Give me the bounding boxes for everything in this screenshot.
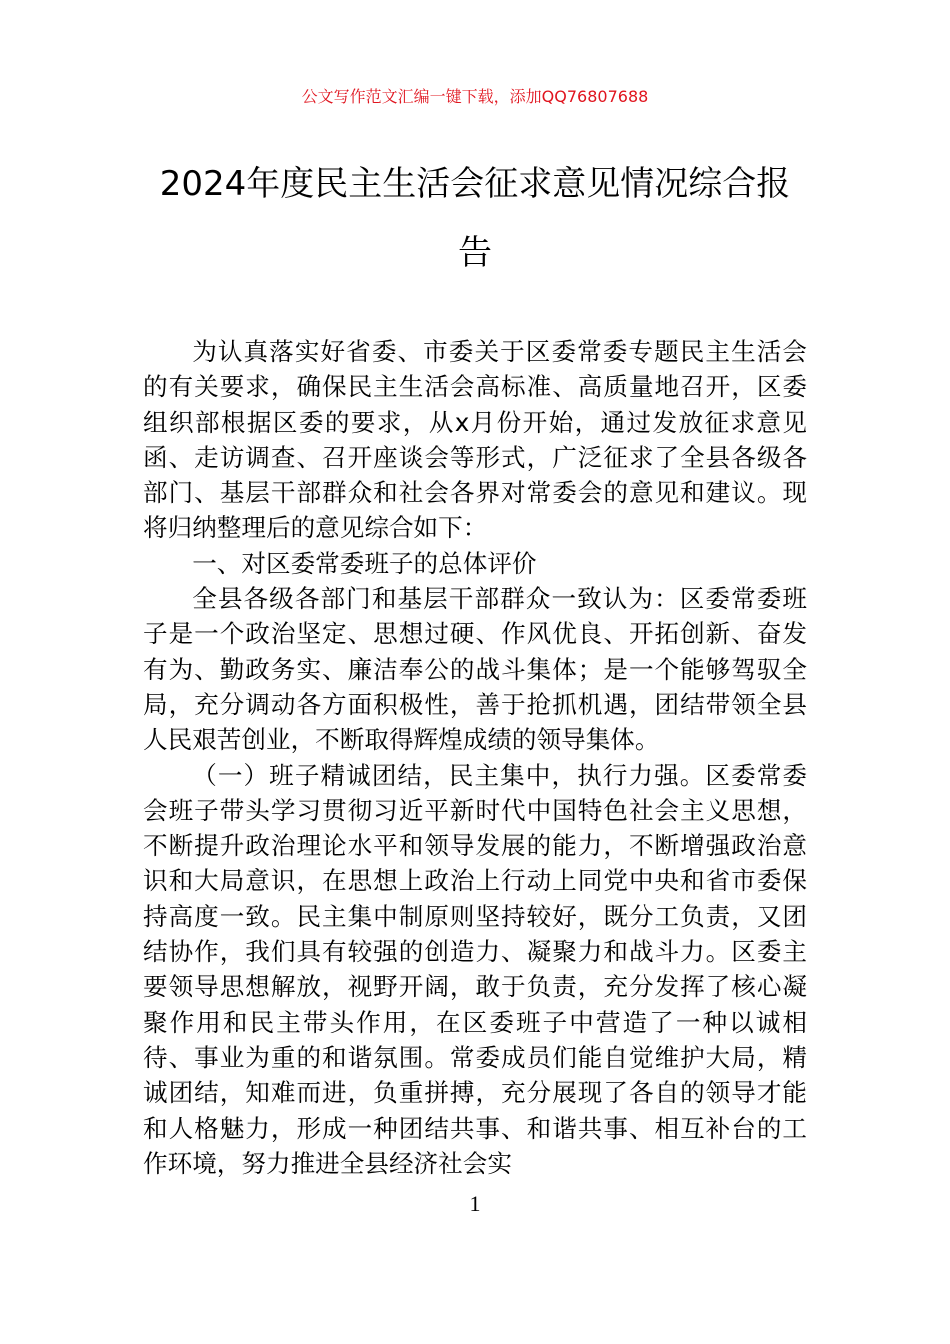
overall-evaluation-paragraph: 全县各级各部门和基层干部群众一致认为：区委常委班子是一个政治坚定、思想过硬、作风优良、开拓创新、奋发有为、勤政务实、廉洁奉公的战斗集体；是一个能够驾驭全局，充分调动各方面积极性，善于抢抓机遇，团结带领全县人民艰苦创业，不断取得辉煌成绩的领导集体。 bbox=[143, 584, 807, 755]
document-title-line-2: 告 bbox=[458, 233, 492, 273]
document-title bbox=[140, 150, 810, 288]
intro-paragraph: 为认真落实好省委、市委关于区委常委专题民主生活会的有关要求，确保民主生活会高标准、高质量地召开，区委组织部根据区委的要求，从x月份开始，通过发放征求意见函、走访调查、召开座谈会等形式，广泛征求了全县各级各部门、基层干部群众和社会各界对常委会的意见和建议。现将归纳整理后的意见综合如下： bbox=[143, 337, 807, 543]
section-heading-1: 一、对区委常委班子的总体评价 bbox=[192, 548, 537, 578]
document-body bbox=[143, 334, 807, 1181]
page-number: 1 bbox=[469, 1191, 481, 1216]
subsection-1-paragraph: （一）班子精诚团结，民主集中，执行力强。区委常委会班子带头学习贯彻习近平新时代中国特色社会主义思想，不断提升政治理论水平和领导发展的能力，不断增强政治意识和大局意识，在思想上政治上行动上同党中央和省市委保持高度一致。民主集中制原则坚持较好，既分工负责，又团结协作，我们具有较强的创造力、凝聚力和战斗力。区委主要领导思想解放，视野开阔，敢于负责，充分发挥了核心凝聚作用和民主带头作用，在区委班子中营造了一种以诚相待、事业为重的和谐氛围。常委成员们能自觉维护大局，精诚团结，知难而进，负重拼搏，充分展现了各自的领导才能和人格魅力，形成一种团结共事、和谐共事、相互补台的工作环境，努力推进全县经济社会实 bbox=[143, 760, 807, 1178]
document-title-line-1: 2024年度民主生活会征求意见情况综合报 bbox=[159, 164, 791, 204]
download-promo-note: 公文写作范文汇编一键下载，添加QQ76807688 bbox=[301, 87, 649, 106]
